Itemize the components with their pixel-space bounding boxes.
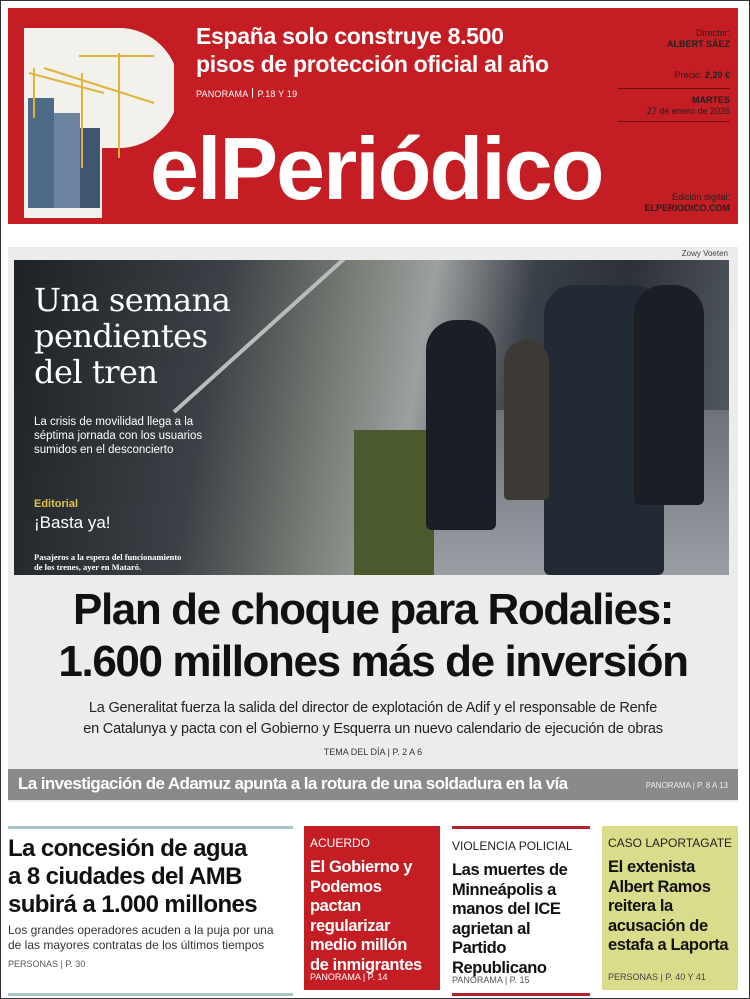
divider (618, 121, 730, 122)
story-headline: La concesión de agua a 8 ciudades del AMB subirá a 1.000 millones (8, 835, 257, 918)
story-section: PANORAMA | P. 15 (452, 975, 530, 985)
masthead (8, 8, 738, 224)
story-acuerdo[interactable] (304, 826, 440, 990)
lead-subhead: La crisis de movilidad llega a la séptima jornada con los usuarios sumidos en el desconcierto (34, 416, 203, 456)
director-info: Director: ALBERT SÁEZ (667, 28, 730, 49)
secondary-headline: La investigación de Adamuz apunta a la rotura de una soldadura en la vía (18, 774, 568, 793)
story-kicker: ACUERDO (310, 836, 371, 850)
teaser-headline[interactable]: España solo construye 8.500 pisos de protección oficial al año (196, 23, 549, 77)
photo-caption: Pasajeros a la espera del funcionamiento de los trenes, ayer en Mataró. (34, 552, 182, 572)
lead-section (8, 247, 738, 802)
story-violencia-policial[interactable] (452, 826, 590, 996)
main-section: TEMA DEL DÍA | P. 2 A 6 (323, 747, 423, 757)
secondary-story-bar[interactable] (8, 769, 738, 800)
story-water-concession[interactable] (8, 826, 293, 996)
main-deck: La Generalitat fuerza la salida del director de explotación de Adif y el responsable de Renfe en Catalunya y pacta con el Gobierno y Esquerra un nuevo calendario de ejecución de obras (83, 700, 663, 737)
story-headline: Las muertes de Minneápolis a manos del ICE agrietan al Partido Republicano (452, 861, 568, 977)
price: Precio: 2,20 € (674, 70, 730, 80)
divider (618, 88, 730, 89)
digital-edition: Edición digital: ELPERIODICO.COM (644, 192, 730, 213)
teaser-section: PANORAMA P.18 Y 19 (196, 89, 298, 99)
photo-credit: Zowy Voeten (681, 249, 728, 258)
newspaper-logo[interactable]: elPeriódico (150, 119, 603, 218)
secondary-section: PANORAMA | P. 8 A 13 (645, 781, 728, 790)
lead-photo-train-platform[interactable] (14, 260, 729, 575)
main-headline[interactable]: Plan de choque para Rodalies: 1.600 millones más de inversión (58, 585, 688, 686)
story-headline: El extenista Albert Ramos reitera la acusación de estafa a Laporta (608, 858, 729, 954)
story-section: PANORAMA | P. 14 (310, 972, 388, 982)
story-section: PERSONAS | P. 30 (8, 959, 86, 969)
story-deck: Los grandes operadores acuden a la puja por una de las mayores contratas de los últimos tiempos (8, 923, 274, 952)
story-headline: El Gobierno y Podemos pactan regularizar medio millón de inmigrantes (310, 858, 422, 974)
story-kicker: CASO LAPORTAGATE (608, 836, 733, 850)
lead-headline[interactable]: Una semana pendientes del tren (34, 281, 231, 391)
story-laportagate[interactable] (602, 826, 738, 990)
digital-edition-link[interactable]: ELPERIODICO.COM (644, 203, 730, 213)
story-section: PERSONAS | P. 40 Y 41 (608, 972, 706, 982)
editorial-title[interactable]: ¡Basta ya! (34, 513, 111, 532)
story-kicker: VIOLENCIA POLICIAL (452, 839, 573, 853)
issue-date: MARTES 27 de enero de 2026 (646, 95, 730, 116)
editorial-label: Editorial (34, 498, 79, 510)
